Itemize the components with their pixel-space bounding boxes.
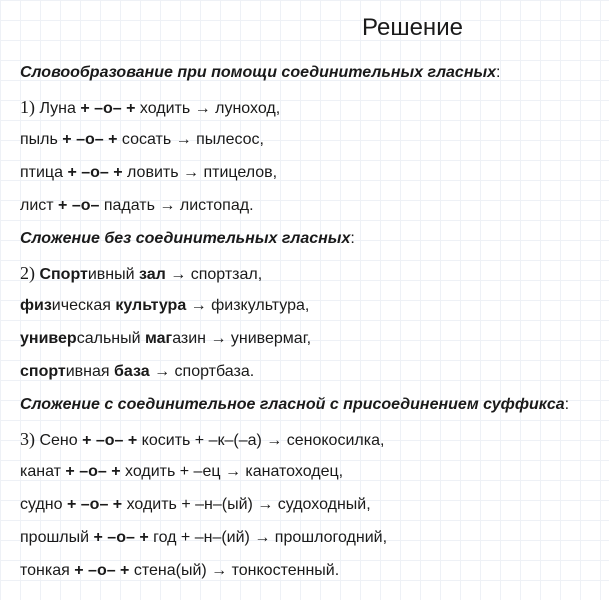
text-fragment: сальный	[76, 330, 145, 347]
bold-fragment: зал	[139, 266, 166, 283]
section-heading-text: Сложение без соединительных гласных	[20, 230, 351, 247]
bold-fragment: + –о–	[58, 197, 100, 214]
text-line	[20, 195, 254, 217]
text-fragment: канат	[20, 463, 66, 480]
text-line	[20, 527, 387, 549]
text-fragment: ходить → луноход,	[135, 100, 281, 117]
section-heading: Сложение с соединительное гласной с присоединением суффикса:	[20, 396, 570, 413]
item-number: 2)	[20, 263, 35, 283]
bold-fragment: + –о– +	[74, 562, 130, 579]
text-fragment: пыль	[20, 131, 63, 148]
item-number: 1)	[20, 97, 35, 117]
bold-fragment: + –о– +	[82, 432, 138, 449]
bold-fragment: Спорт	[39, 266, 88, 283]
bold-fragment: физ	[20, 297, 52, 314]
text-fragment: косить + –к–(–а) → сенокосилка,	[137, 432, 385, 449]
bold-fragment: спорт	[20, 363, 66, 380]
text-fragment: ловить → птицелов,	[122, 164, 278, 181]
text-fragment: → спортзал,	[165, 266, 263, 283]
bold-fragment: + –о– +	[67, 164, 123, 181]
text-fragment: Луна	[35, 100, 81, 117]
bold-fragment: универ	[20, 330, 77, 347]
section-heading-text: Сложение с соединительное гласной с присоединением суффикса	[20, 396, 565, 413]
section-heading: Словообразование при помощи соединительных гласных:	[20, 64, 501, 81]
text-line	[20, 461, 343, 483]
bold-fragment: маг	[145, 330, 173, 347]
text-fragment: азин → универмаг,	[172, 330, 312, 347]
text-fragment: судно	[20, 496, 67, 513]
text-fragment: год + –н–(ий) → прошлогодний,	[148, 529, 388, 546]
bold-fragment: + –о– +	[65, 463, 121, 480]
text-fragment: падать → листопад.	[99, 197, 254, 214]
section-heading-text: Словообразование при помощи соединительных гласных	[20, 64, 497, 81]
text-fragment: сосать → пылесос,	[117, 131, 264, 148]
bold-fragment: база	[114, 363, 150, 380]
text-line	[20, 262, 262, 286]
text-line	[20, 560, 339, 582]
bold-fragment: + –о– +	[66, 496, 123, 513]
text-line	[20, 428, 384, 452]
text-fragment: стена(ый) → тонкостенный.	[129, 562, 340, 579]
text-fragment: лист	[20, 197, 59, 214]
text-fragment: ивный	[87, 266, 139, 283]
text-fragment: прошлый	[20, 529, 94, 546]
page-title: Решение	[362, 14, 463, 41]
item-number: 3)	[20, 429, 35, 449]
bold-fragment: + –о– +	[80, 100, 136, 117]
text-fragment: ическая	[51, 297, 116, 314]
text-line	[20, 162, 277, 184]
text-fragment: → спортбаза.	[149, 363, 255, 380]
text-fragment: птица	[20, 164, 68, 181]
text-fragment: тонкая	[20, 562, 75, 579]
section-heading: Сложение без соединительных гласных:	[20, 230, 355, 247]
text-line	[20, 494, 371, 516]
text-line	[20, 129, 264, 151]
text-fragment: ивная	[65, 363, 115, 380]
bold-fragment: культура	[115, 297, 187, 314]
text-fragment: → физкультура,	[186, 297, 310, 314]
bold-fragment: + –о– +	[62, 131, 118, 148]
text-line	[20, 295, 309, 317]
text-line	[20, 361, 254, 383]
text-line	[20, 96, 280, 120]
text-fragment: ходить + –н–(ый) → судоходный,	[122, 496, 371, 513]
text-fragment: Сено	[35, 432, 83, 449]
bold-fragment: + –о– +	[93, 529, 149, 546]
text-fragment: ходить + –ец → канатоходец,	[120, 463, 344, 480]
text-line	[20, 328, 311, 350]
